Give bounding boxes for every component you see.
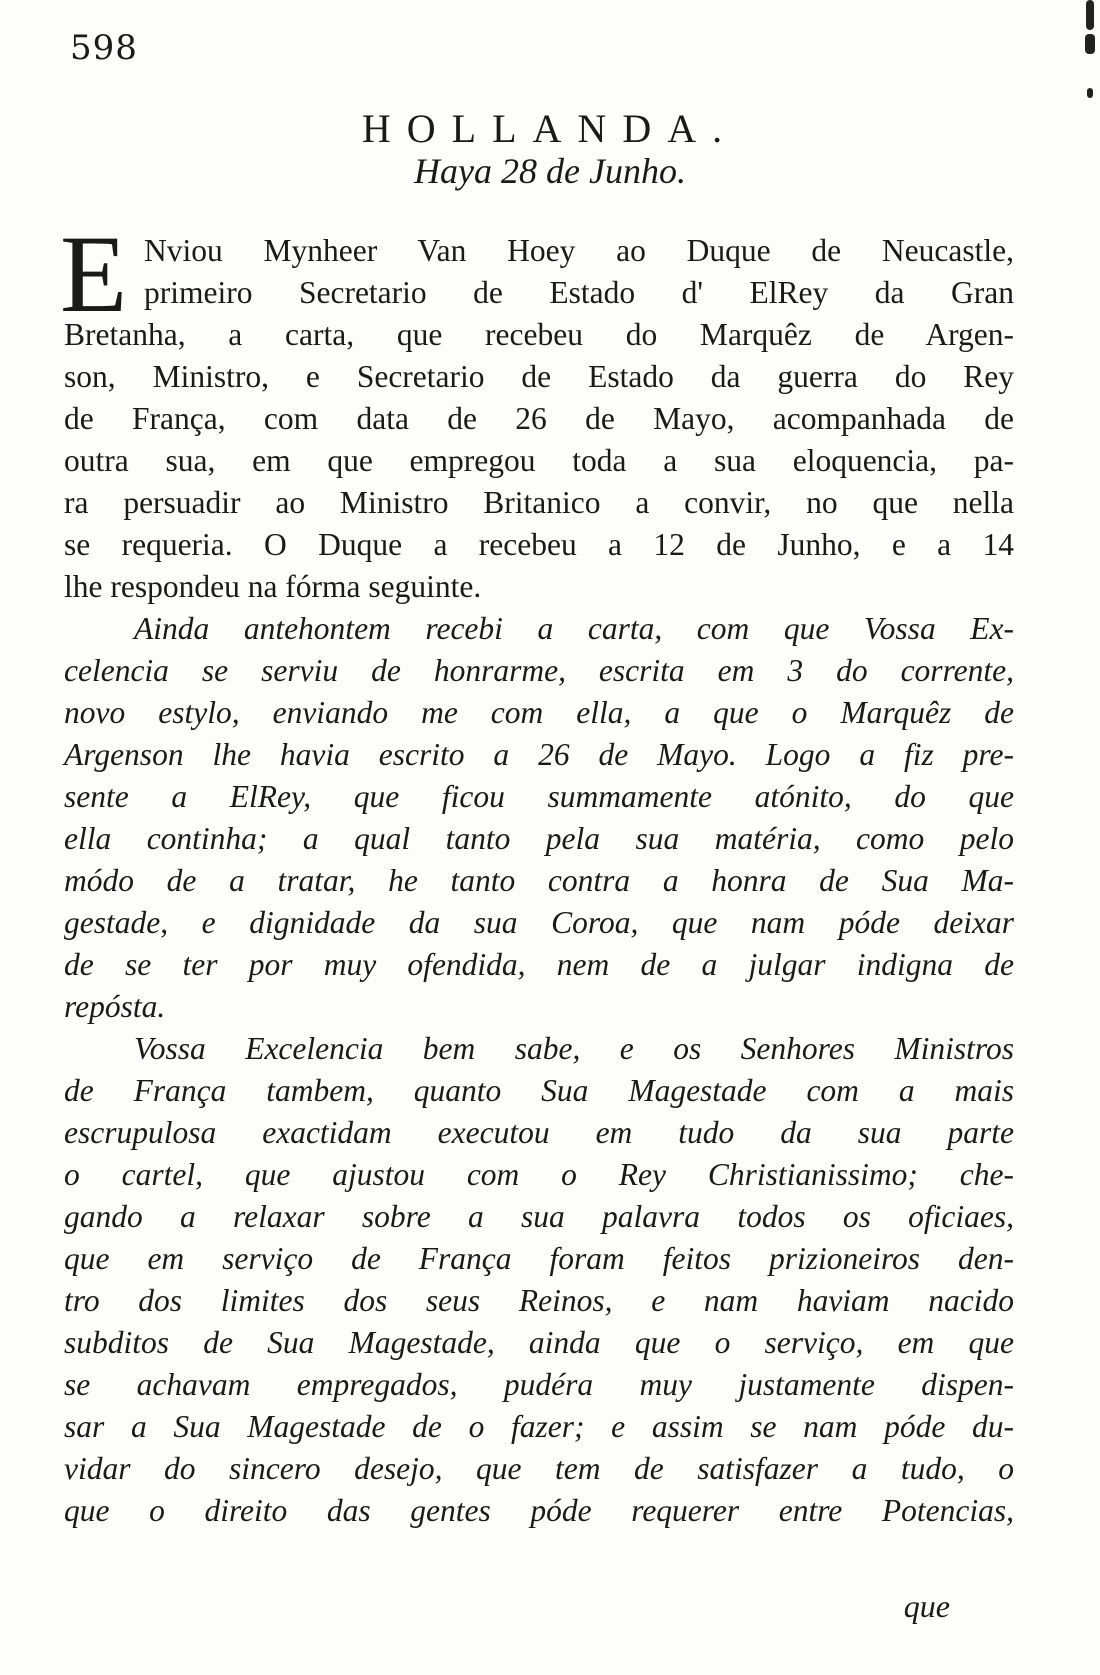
text-line: Ainda antehontem recebi a carta, com que Vossa Ex- (134, 611, 1014, 646)
text-line: vidar do sincero desejo, que tem de satisfazer a tudo, o (64, 1451, 1014, 1486)
text-line: Nviou Mynheer Van Hoey ao Duque de Neucastle, (144, 233, 1014, 268)
text-line: outra sua, em que empregou toda a sua eloquencia, pa- (64, 443, 1014, 478)
text-line: o cartel, que ajustou com o Rey Christianissimo; che- (64, 1157, 1014, 1192)
text-line: Argenson lhe havia escrito a 26 de Mayo. Logo a fiz pre- (64, 737, 1014, 772)
text-line: módo de a tratar, he tanto contra a honra de Sua Ma- (64, 863, 1014, 898)
text-line: primeiro Secretario de Estado d' ElRey da Gran (144, 275, 1014, 310)
text-line: ella continha; a qual tanto pela sua matéria, como pelo (64, 821, 1014, 856)
catchword: que (903, 1588, 950, 1624)
scan-edge-mark (1085, 34, 1095, 54)
text-line: son, Ministro, e Secretario de Estado da guerra do Rey (64, 359, 1014, 394)
text-line: Vossa Excelencia bem sabe, e os Senhores Ministros (134, 1031, 1014, 1066)
text-line: subditos de Sua Magestade, ainda que o serviço, em que (64, 1325, 1014, 1360)
paragraph-3 (64, 1028, 1014, 1532)
scan-edge-mark (1087, 88, 1093, 98)
text-line: se requeria. O Duque a recebeu a 12 de Junho, e a 14 (64, 527, 1014, 562)
text-line: ra persuadir ao Ministro Britanico a convir, no que nella (64, 485, 1014, 520)
text-line: de França, com data de 26 de Mayo, acompanhada de (64, 401, 1014, 436)
article-body (60, 213, 1014, 1532)
paragraph-1 (60, 213, 1014, 608)
section-dateline: Haya 28 de Junho. (414, 151, 686, 191)
text-line: que o direito das gentes póde requerer entre Potencias, (64, 1493, 1014, 1528)
text-line: repósta. (64, 989, 166, 1024)
text-line: lhe respondeu na fórma seguinte. (64, 569, 482, 604)
scan-edge-mark (1086, 0, 1094, 30)
text-line: gestade, e dignidade da sua Coroa, que nam póde deixar (64, 905, 1014, 940)
text-line: Bretanha, a carta, que recebeu do Marquêz de Argen- (64, 317, 1014, 352)
page-number: 598 (70, 28, 138, 68)
drop-cap: E (60, 213, 128, 335)
text-line: que em serviço de França foram feitos prizioneiros den- (64, 1241, 1014, 1276)
text-line: se achavam empregados, pudéra muy justamente dispen- (64, 1367, 1014, 1402)
text-line: novo estylo, enviando me com ella, a que o Marquêz de (64, 695, 1014, 730)
text-line: sente a ElRey, que ficou summamente atónito, do que (64, 779, 1014, 814)
section-heading-country: HOLLANDA. (361, 106, 739, 151)
paragraph-2 (64, 608, 1014, 1028)
text-line: gando a relaxar sobre a sua palavra todos os oficiaes, (64, 1199, 1014, 1234)
text-line: sar a Sua Magestade de o fazer; e assim se nam póde du- (64, 1409, 1014, 1444)
text-line: de se ter por muy ofendida, nem de a julgar indigna de (64, 947, 1014, 982)
text-line: celencia se serviu de honrarme, escrita em 3 do corrente, (64, 653, 1014, 688)
text-line: tro dos limites dos seus Reinos, e nam haviam nacido (64, 1283, 1014, 1318)
text-line: de França tambem, quanto Sua Magestade com a mais (64, 1073, 1014, 1108)
text-line: escrupulosa exactidam executou em tudo da sua parte (64, 1115, 1014, 1150)
